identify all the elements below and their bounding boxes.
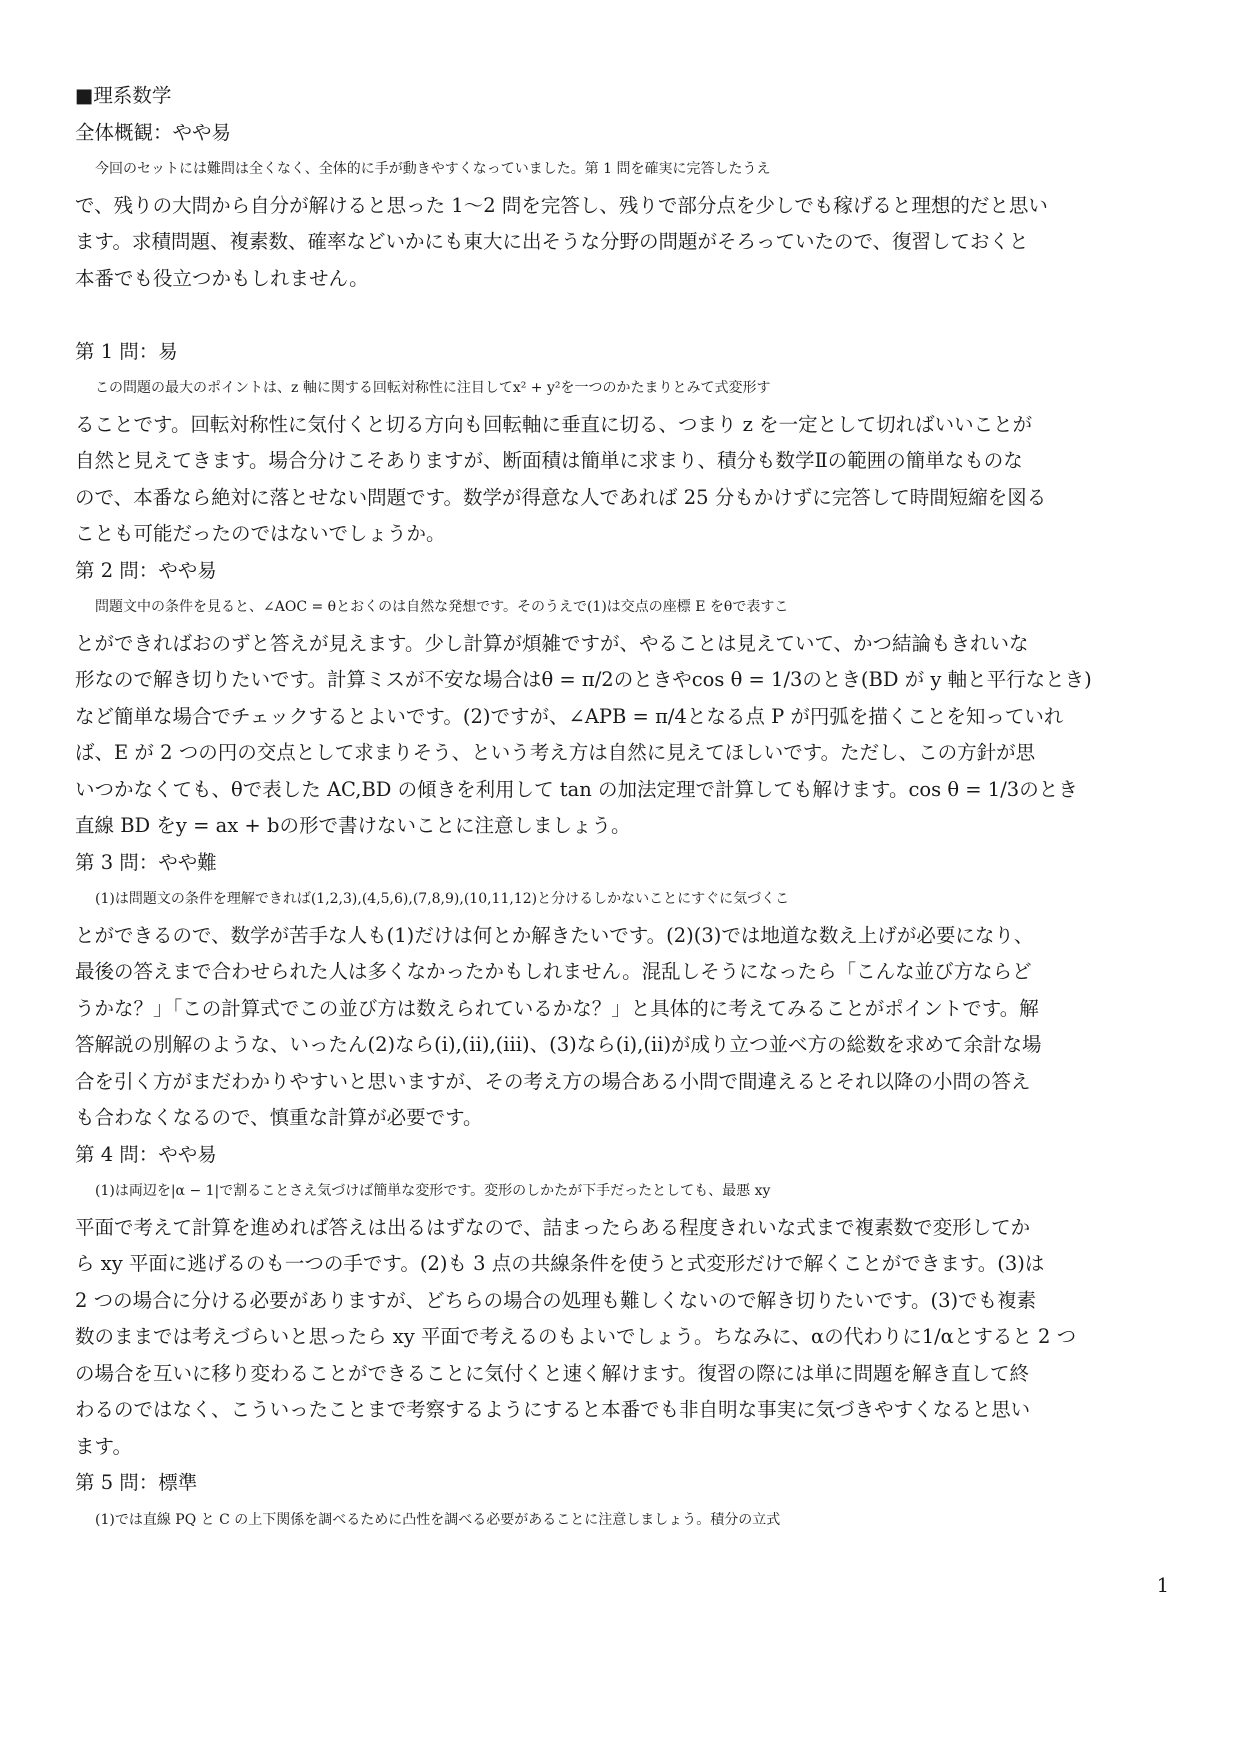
paragraph-line: ら xy 平面に逃げるのも一つの手です。(2)も 3 点の共線条件を使うと式変形だけで解くことができます。(3)は — [75, 1252, 1045, 1275]
paragraph-line: 今回のセットには難問は全くなく、全体的に手が動きやすくなっていました。第 1 問を確実に完答したうえ — [95, 161, 771, 177]
problem-2-title: 第 2 問：やや易 — [75, 558, 217, 582]
paragraph-line: ので、本番なら絶対に落とせない問題です。数学が得意な人であれば 25 分もかけずに完答して時間短縮を図る — [75, 485, 1047, 509]
paragraph-line: 数のままでは考えづらいと思ったら xy 平面で考えるのもよいでしょう。ちなみに、αの代わりに1/αとすると 2 つ — [75, 1325, 1077, 1348]
problem-4-section — [75, 1137, 1165, 1466]
problem-3-title: 第 3 問：やや難 — [75, 850, 217, 874]
paragraph-line: 2 つの場合に分ける必要がありますが、どちらの場合の処理も難しくないので解き切りたいです。(3)でも複素 — [75, 1288, 1037, 1312]
paragraph-line: 本番でも役立つかもしれません。 — [75, 266, 369, 290]
intro-paragraph — [75, 151, 1165, 297]
paragraph-line: 自然と見えてきます。場合分けこそありますが、断面積は簡単に求まり、積分も数学Ⅱの範囲の簡単なものな — [75, 449, 1023, 472]
paragraph-line: 答解説の別解のような、いったん(2)なら(i),(ii),(iii)、(3)なら(i),(ii)が成り立つ並べ方の総数を求めて余計な場 — [75, 1033, 1042, 1056]
problem-3-section — [75, 845, 1165, 1137]
paragraph-line: 最後の答えまで合わせられた人は多くなかったかもしれません。混乱しそうになったら「こんな並び方ならど — [75, 960, 1032, 983]
paragraph-line: で、残りの大問から自分が解けると思った 1～2 問を完答し、残りで部分点を少しでも稼げると理想的だと思い — [75, 193, 1048, 217]
problem-5-title: 第 5 問：標準 — [75, 1471, 198, 1494]
paragraph-line: 形なので解き切りたいです。計算ミスが不安な場合はθ = π/2のときやcos θ = 1/3のとき(BD が y 軸と平行なとき) — [75, 668, 1092, 691]
document-page — [75, 78, 1165, 1538]
paragraph-line: の場合を互いに移り変わることができることに気付くと速く解けます。復習の際には単に問題を解き直して終 — [75, 1361, 1029, 1385]
paragraph-line: (1)は両辺を|α − 1|で割ることさえ気づけば簡単な変形です。変形のしかたが下手だったとしても、最悪 xy — [95, 1183, 771, 1199]
paragraph-line: 平面で考えて計算を進めれば答えは出るはずなので、詰まったらある程度きれいな式まで複素数で変形してか — [75, 1215, 1031, 1239]
paragraph-line: いつかなくても、θで表した AC,BD の傾きを利用して tan の加法定理で計算しても解けます。cos θ = 1/3のとき — [75, 777, 1078, 801]
paragraph-line: とができるので、数学が苦手な人も(1)だけは何とか解きたいです。(2)(3)では地道な数え上げが必要になり、 — [75, 923, 1034, 947]
paragraph-line: (1)では直線 PQ と C の上下関係を調べるために凸性を調べる必要があることに注意しましょう。積分の立式 — [95, 1511, 781, 1528]
problem-4-title: 第 4 問：やや易 — [75, 1142, 217, 1166]
paragraph-line: とができればおのずと答えが見えます。少し計算が煩雑ですが、やることは見えていて、かつ結論もきれいな — [75, 631, 1029, 655]
paragraph-line: 合を引く方がまだわかりやすいと思いますが、その考え方の場合ある小問で間違えるとそれ以降の小問の答え — [75, 1069, 1031, 1093]
paragraph-line: ます。 — [75, 1434, 132, 1458]
paragraph-line: ます。求積問題、複素数、確率などいかにも東大に出そうな分野の問題がそろっていたので、復習しておくと — [75, 230, 1029, 253]
section-heading: ■理系数学 — [75, 84, 172, 107]
paragraph-line: 問題文中の条件を見ると、∠AOC = θとおくのは自然な発想です。そのうえで(1)は交点の座標 E をθで表すこ — [95, 599, 789, 615]
problem-1-title: 第 1 問：易 — [75, 339, 178, 363]
paragraph-line: うかな？」「この計算式でこの並び方は数えられているかな？」と具体的に考えてみることがポイントです。解 — [75, 996, 1039, 1020]
paragraph-line: この問題の最大のポイントは、z 軸に関する回転対称性に注目してx² + y²を一つのかたまりとみて式変形す — [95, 380, 771, 396]
problem-2-section — [75, 553, 1165, 845]
paragraph-line: ことも可能だったのではないでしょうか。 — [75, 522, 446, 545]
paragraph-line: など簡単な場合でチェックするとよいです。(2)ですが、∠APB = π/4となる点 P が円弧を描くことを知っていれ — [75, 704, 1064, 728]
overview-rating: 全体概観：やや易 — [75, 120, 232, 144]
paragraph-line: 直線 BD をy = ax + bの形で書けないことに注意しましょう。 — [75, 814, 631, 837]
problem-1-section — [75, 334, 1165, 553]
blank-line — [75, 297, 1165, 334]
paragraph-line: わるのではなく、こういったことまで考察するようにすると本番でも非自明な事実に気づきやすくなると思い — [75, 1398, 1031, 1421]
paragraph-line: も合わなくなるので、慎重な計算が必要です。 — [75, 1106, 483, 1129]
paragraph-line: ることです。回転対称性に気付くと切る方向も回転軸に垂直に切る、つまり z を一定として切ればいいことが — [75, 412, 1033, 436]
page-number: 1 — [1156, 1574, 1169, 1597]
paragraph-line: (1)は問題文の条件を理解できれば(1,2,3),(4,5,6),(7,8,9),(10,11,12)と分けるしかないことにすぐに気づくこ — [95, 891, 790, 907]
paragraph-line: ば、E が 2 つの円の交点として求まりそう、という考え方は自然に見えてほしいです。ただし、この方針が思 — [75, 741, 1036, 764]
problem-5-section — [75, 1465, 1165, 1538]
